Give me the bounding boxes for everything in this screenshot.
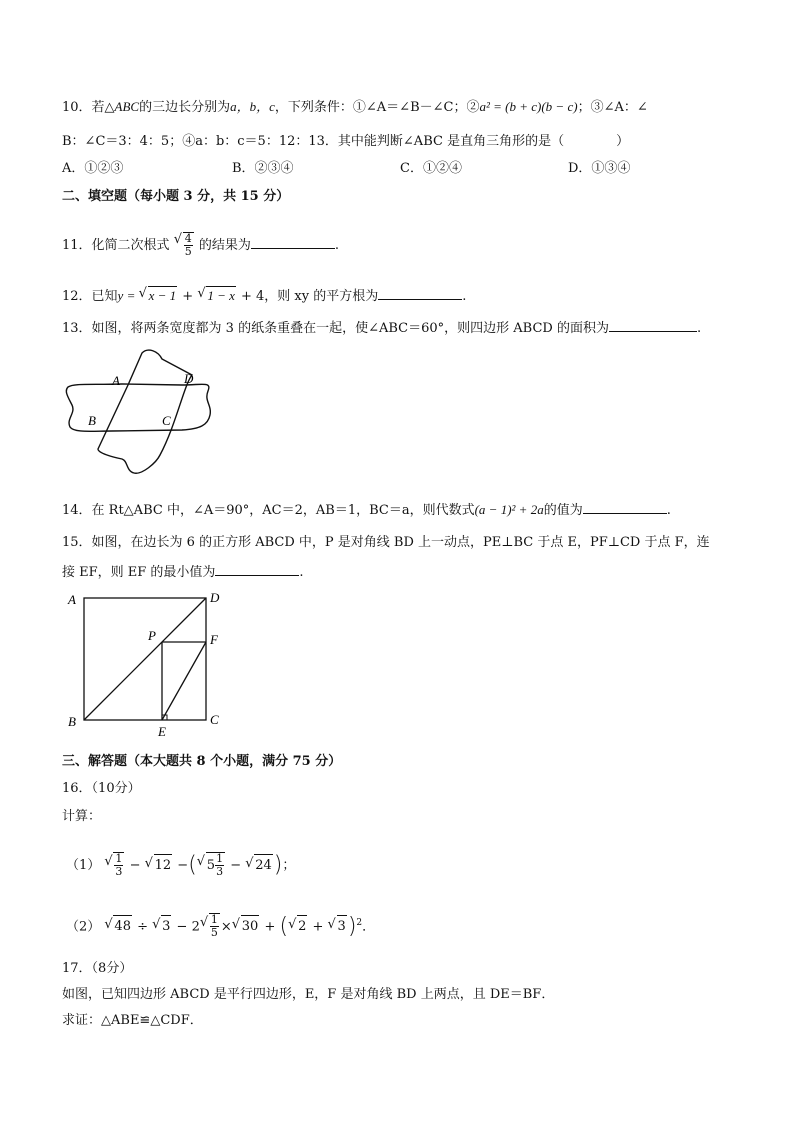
q15-line2	[62, 562, 304, 582]
q12-answer-blank[interactable]	[378, 286, 462, 300]
q13-end: .	[696, 321, 702, 336]
fig13-label-a: A	[112, 373, 120, 388]
q16-calc: 计算：	[62, 809, 102, 824]
q14-expression: (a − 1)² + 2a	[474, 502, 544, 517]
q10-option-b: B．②③④	[232, 161, 294, 176]
fig15-label-a: A	[68, 592, 76, 607]
fig13-label-d: D	[184, 371, 194, 386]
q12-prefix: 12．已知	[62, 289, 118, 304]
q10-conditions: ，下列条件：①∠A＝∠B－∠C；②	[274, 100, 480, 115]
q10-triangle-name: ABC	[114, 99, 140, 114]
q17-line1: 如图，已知四边形 ABCD 是平行四边形，E，F 是对角线 BD 上两点，且 DE＝BF．	[62, 987, 555, 1002]
q11-fraction	[184, 233, 193, 258]
q17-line2: 求证：△ABE≌△CDF．	[62, 1013, 203, 1028]
q10-cond3: ；③∠A：∠	[577, 100, 648, 115]
fig15-label-e: E	[158, 724, 166, 738]
fig15-label-c: C	[210, 712, 219, 727]
fig13-label-c: C	[162, 413, 171, 428]
q16-part2: （2） √ 48 ÷ √ 3 − 2 √ $\frac{1}{5}$ ×√ 30 + (√ 2 + √ 3)$^2$．	[66, 912, 375, 939]
q16-part2-label: （2）	[66, 919, 101, 935]
q11-numerator: √ 4	[184, 232, 192, 245]
q16-2-radical-b: √ 3	[152, 915, 171, 938]
q12-plus: +	[178, 289, 198, 304]
q14-answer-blank[interactable]	[583, 500, 667, 514]
q11	[62, 232, 339, 258]
fig15-label-p: P	[148, 628, 156, 643]
q15-text: 接 EF，则 EF 的最小值为	[62, 565, 216, 580]
section-3-title: 三、解答题（本大题共 8 个小题，满分 75 分）	[62, 754, 342, 769]
q16-1-radical-b: √ 12	[145, 854, 173, 877]
q10-sides: a，b，c	[230, 99, 275, 114]
q12-radicand-1: x − 1	[148, 288, 177, 303]
q12-suffix: ，则 xy 的平方根为	[264, 289, 379, 304]
q10-option-a: A．①②③	[62, 161, 124, 176]
q12-y: y =	[117, 288, 139, 303]
q12-radicand-2: 1 − x	[207, 288, 235, 303]
fig15-label-b: B	[68, 714, 76, 729]
q15-answer-blank[interactable]	[215, 562, 299, 576]
q16-1-radical-d: √ 24	[245, 854, 273, 877]
fig13-label-b: B	[88, 413, 96, 428]
q16-head: 16．（10分）	[62, 781, 141, 796]
q11-prefix: 11．化简二次根式	[62, 238, 170, 253]
q16-part1: （1） √ $\frac{1}{3}$ − √ 12 −(√ 5 $\frac{1}{3}$ − √ 24)；	[66, 852, 295, 878]
q10-text: 的三边长分别为	[139, 100, 231, 115]
fig15-label-f: F	[210, 632, 218, 647]
q11-radical	[174, 232, 194, 258]
q14-end: .	[666, 503, 671, 518]
q10-option-d: D．①③④	[568, 161, 631, 176]
section-2-title: 二、填空题（每小题 3 分，共 15 分）	[62, 189, 290, 204]
q10-prefix: 10．若△	[62, 100, 115, 115]
q11-denominator: 5	[184, 245, 192, 258]
q13	[62, 318, 701, 338]
q12	[62, 286, 466, 306]
q16-2-radical-c: √ $\frac{1}{5}$	[200, 913, 220, 939]
q12-radical-2	[197, 286, 236, 306]
q13-text: 13．如图，将两条宽度都为 3 的纸条重叠在一起，使∠ABC＝60°，则四边形 ABCD 的面积为	[62, 321, 609, 336]
q16-1-radical-c: √ 5 $\frac{1}{3}$	[197, 852, 225, 878]
q16-1-radical-a: √ $\frac{1}{3}$	[104, 852, 124, 878]
q16-part1-label: （1）	[66, 858, 101, 873]
q10-line2: B：∠C＝3：4：5；④a：b：c＝5：12：13．其中能判断∠ABC 是直角三角形的是（ ）	[62, 134, 630, 149]
q12-radical-1	[139, 286, 178, 306]
q13-answer-blank[interactable]	[609, 318, 697, 332]
slanted-strip	[98, 350, 192, 473]
q12-plus4: + 4	[236, 289, 265, 304]
segment-ef	[162, 642, 206, 720]
q14	[62, 500, 671, 520]
q10-line1	[62, 98, 648, 117]
q10-option-c: C．①②④	[400, 161, 462, 176]
q15-line1: 15．如图，在边长为 6 的正方形 ABCD 中，P 是对角线 BD 上一动点，PE⊥BC 于点 E，PF⊥CD 于点 F，连	[62, 535, 710, 550]
q15-figure	[62, 588, 232, 738]
q16-2-radical-a: √ 48	[104, 915, 132, 938]
diagonal-bd	[84, 598, 206, 720]
q16-2-radical-d: √ 30	[232, 915, 260, 938]
q17-head: 17．（8分）	[62, 961, 133, 976]
q13-figure	[62, 345, 222, 480]
q15-end: .	[299, 565, 304, 580]
q14-text: 14．在 Rt△ABC 中，∠A＝90°，AC＝2，AB＝1，BC＝a，则代数式	[62, 503, 475, 518]
q14-suffix: 的值为	[543, 503, 583, 518]
q12-end: .	[462, 289, 467, 304]
q10-cond2-expression: a² = (b + c)(b − c)	[479, 99, 578, 114]
q11-end: .	[334, 238, 339, 253]
q11-answer-blank[interactable]	[251, 235, 335, 249]
fig15-label-d: D	[210, 590, 220, 605]
q11-suffix: 的结果为	[198, 238, 251, 253]
